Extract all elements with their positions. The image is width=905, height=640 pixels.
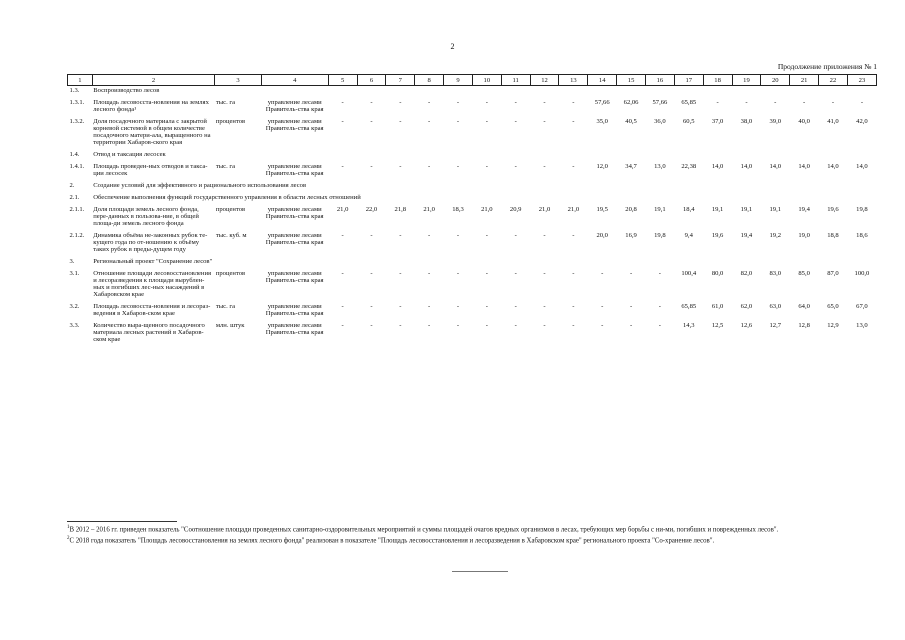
section-title: Создание условий для эффективного и рационального использования лесов bbox=[93, 182, 307, 189]
indicator-value: - bbox=[485, 232, 488, 239]
indicator-number: 2.1.2. bbox=[69, 232, 85, 239]
footnote-text: В 2012 – 2016 гг. приведен показатель "Соотношение площади проведенных санитарно-оздоровительных мероприятий и суммы площадей очагов вредных организмов в лесах, требующих мер борьбы с ни-ми, погибших и поврежденных лесов". bbox=[69, 526, 779, 534]
indicator-value: 14,0 bbox=[798, 163, 810, 170]
indicators-table bbox=[67, 74, 877, 347]
indicator-row bbox=[68, 302, 877, 321]
indicator-value: - bbox=[399, 303, 402, 310]
indicator-row bbox=[68, 98, 877, 117]
indicator-value: - bbox=[428, 99, 431, 106]
section-number: 1.3. bbox=[69, 87, 80, 94]
indicator-value: - bbox=[399, 99, 402, 106]
indicator-value: 19,4 bbox=[740, 232, 753, 239]
indicator-value: - bbox=[370, 322, 373, 329]
indicator-value: - bbox=[514, 270, 517, 277]
indicator-value: 14,0 bbox=[769, 163, 782, 170]
indicator-unit: тыс. га bbox=[215, 99, 236, 106]
indicator-row bbox=[68, 321, 877, 347]
indicator-value: - bbox=[428, 270, 431, 277]
responsible-executor: управление лесами Правитель-ства края bbox=[265, 322, 324, 336]
indicator-value: 12,0 bbox=[596, 163, 608, 170]
column-number-header: 2 bbox=[92, 75, 215, 86]
indicator-value: - bbox=[456, 163, 460, 170]
indicator-unit: тыс. га bbox=[215, 163, 236, 170]
page-end-rule bbox=[452, 571, 508, 572]
column-number-header: 7 bbox=[386, 75, 415, 86]
indicator-value: - bbox=[514, 163, 517, 170]
indicator-value: 64,0 bbox=[798, 303, 810, 310]
indicator-number: 3.1. bbox=[69, 270, 80, 277]
section-row bbox=[68, 150, 877, 162]
indicator-value: 82,0 bbox=[740, 270, 753, 277]
indicator-value: 85,0 bbox=[798, 270, 810, 277]
indicator-value: 22,38 bbox=[681, 163, 697, 170]
indicator-value: - bbox=[370, 163, 373, 170]
section-number: 2.1. bbox=[69, 194, 80, 201]
column-number-header: 3 bbox=[215, 75, 261, 86]
indicator-value: - bbox=[572, 232, 575, 239]
indicator-value: 41,0 bbox=[827, 118, 839, 125]
footnotes bbox=[67, 524, 877, 546]
indicator-value: - bbox=[485, 118, 488, 125]
continuation-label: Продолжение приложения № 1 bbox=[777, 62, 877, 71]
indicator-value: - bbox=[370, 303, 373, 310]
indicator-value: - bbox=[543, 322, 546, 329]
indicator-value: 57,66 bbox=[652, 99, 668, 106]
indicator-value: - bbox=[399, 163, 402, 170]
indicator-value: - bbox=[370, 232, 373, 239]
indicator-value: - bbox=[485, 322, 488, 329]
indicator-name: Площадь лесовосста-новления на землях лесного фонда¹ bbox=[93, 99, 209, 113]
indicator-value: - bbox=[601, 322, 604, 329]
page-number: 2 bbox=[450, 42, 455, 51]
indicator-number: 1.3.1. bbox=[69, 99, 85, 106]
column-number-header: 14 bbox=[588, 75, 617, 86]
indicator-value: 21,0 bbox=[423, 206, 435, 213]
indicator-value: 19,1 bbox=[711, 206, 724, 213]
footnote-text: С 2018 года показатель "Площадь лесовосстановления на землях лесного фонда" реализован в показателе "Площадь лесовосстановления и лесоразведения в Хабаровском крае" регионального проекта "Со-хранение лесов". bbox=[69, 537, 715, 545]
indicator-value: 19,0 bbox=[798, 232, 810, 239]
indicator-value: - bbox=[428, 232, 431, 239]
column-number-header: 12 bbox=[530, 75, 559, 86]
indicator-value: 12,6 bbox=[740, 322, 753, 329]
section-row bbox=[68, 193, 877, 205]
section-title: Обеспечение выполнения функций государственного управления в области лесных отношений bbox=[93, 194, 361, 201]
indicator-value: 20,9 bbox=[509, 206, 522, 213]
column-number-header: 21 bbox=[790, 75, 819, 86]
column-number-header: 17 bbox=[674, 75, 703, 86]
indicator-value: 18,3 bbox=[452, 206, 464, 213]
section-title: Отвод и таксация лесосек bbox=[93, 151, 166, 158]
responsible-executor: управление лесами Правитель-ства края bbox=[265, 232, 324, 246]
indicator-value: 61,0 bbox=[711, 303, 724, 310]
column-number-header: 8 bbox=[415, 75, 444, 86]
indicator-value: - bbox=[456, 232, 460, 239]
footnote-mark: 1 bbox=[67, 525, 70, 530]
indicator-value: - bbox=[428, 303, 431, 310]
indicator-value: - bbox=[428, 163, 431, 170]
indicator-value: 35,0 bbox=[596, 118, 608, 125]
indicator-value: - bbox=[601, 303, 604, 310]
column-number-header: 18 bbox=[703, 75, 732, 86]
responsible-executor: управление лесами Правитель-ства края bbox=[265, 303, 324, 317]
column-number-header: 6 bbox=[357, 75, 386, 86]
section-number: 1.4. bbox=[69, 151, 80, 158]
indicator-value: - bbox=[456, 303, 460, 310]
indicator-value: 14,0 bbox=[856, 163, 868, 170]
indicator-name: Отношение площади лесовосстановления и лесоразведения к площади вырублен-ных и погибших лес-ных насаждений в Хабаровском крае bbox=[93, 270, 212, 298]
indicator-value: - bbox=[341, 118, 344, 125]
indicator-value: 19,4 bbox=[798, 206, 810, 213]
indicator-value: - bbox=[860, 99, 864, 106]
indicator-unit: тыс. га bbox=[215, 303, 236, 310]
footnote bbox=[67, 535, 877, 545]
indicator-value: - bbox=[514, 322, 517, 329]
indicator-unit: процентов bbox=[215, 118, 246, 125]
indicator-value: 14,0 bbox=[827, 163, 839, 170]
indicator-value: 83,0 bbox=[769, 270, 782, 277]
table-body bbox=[68, 75, 877, 348]
indicator-name: Доля площади земель лесного фонда, пере-данных в пользова-ние, в общей площа-ди земель лесного фонда bbox=[93, 206, 199, 227]
indicator-value: 40,0 bbox=[798, 118, 810, 125]
indicator-value: 67,0 bbox=[856, 303, 868, 310]
column-number-header: 19 bbox=[732, 75, 761, 86]
indicator-value: 100,4 bbox=[681, 270, 697, 277]
indicator-value: - bbox=[572, 270, 575, 277]
indicator-value: - bbox=[370, 270, 373, 277]
indicator-value: 21,8 bbox=[394, 206, 407, 213]
indicator-value: 40,5 bbox=[625, 118, 637, 125]
indicator-value: 36,0 bbox=[654, 118, 666, 125]
indicator-value: - bbox=[514, 99, 517, 106]
indicator-value: - bbox=[572, 99, 575, 106]
responsible-executor: управление лесами Правитель-ства края bbox=[265, 270, 324, 284]
indicator-value: - bbox=[658, 270, 661, 277]
section-row bbox=[68, 86, 877, 99]
indicator-value: 87,0 bbox=[827, 270, 839, 277]
indicator-value: 22,0 bbox=[365, 206, 378, 213]
section-number: 2. bbox=[69, 182, 75, 189]
indicator-value: - bbox=[658, 322, 661, 329]
indicator-value: - bbox=[370, 118, 373, 125]
column-number-header: 1 bbox=[68, 75, 93, 86]
indicator-value: 19,1 bbox=[740, 206, 753, 213]
indicator-value: 65,0 bbox=[827, 303, 839, 310]
indicator-value: 13,0 bbox=[654, 163, 666, 170]
column-number-header: 20 bbox=[761, 75, 790, 86]
column-number-header: 23 bbox=[847, 75, 876, 86]
indicator-value: 19,8 bbox=[654, 232, 666, 239]
indicator-value: - bbox=[399, 270, 402, 277]
indicator-number: 1.3.2. bbox=[69, 118, 85, 125]
column-number-header: 11 bbox=[501, 75, 530, 86]
indicator-unit: процентов bbox=[215, 206, 246, 213]
indicator-value: 13,0 bbox=[856, 322, 868, 329]
indicator-unit: млн. штук bbox=[215, 322, 245, 329]
indicator-value: - bbox=[629, 322, 633, 329]
indicator-value: 19,6 bbox=[711, 232, 724, 239]
indicator-value: 18,8 bbox=[827, 232, 839, 239]
indicator-row bbox=[68, 231, 877, 257]
column-number-header: 16 bbox=[645, 75, 674, 86]
indicator-value: - bbox=[745, 99, 748, 106]
responsible-executor: управление лесами Правитель-ства края bbox=[265, 99, 324, 113]
indicator-value: - bbox=[399, 322, 402, 329]
indicator-value: 19,8 bbox=[856, 206, 868, 213]
indicator-value: 19,1 bbox=[654, 206, 666, 213]
section-row bbox=[68, 257, 877, 269]
indicator-value: - bbox=[514, 303, 517, 310]
column-number-header: 15 bbox=[617, 75, 646, 86]
indicator-value: - bbox=[572, 163, 575, 170]
indicator-value: 20,0 bbox=[596, 232, 608, 239]
indicator-value: 62,06 bbox=[623, 99, 639, 106]
indicator-value: 18,4 bbox=[682, 206, 695, 213]
indicator-value: 21,0 bbox=[538, 206, 551, 213]
indicator-value: - bbox=[428, 118, 431, 125]
indicator-value: - bbox=[774, 99, 777, 106]
indicator-value: 42,0 bbox=[856, 118, 868, 125]
indicator-value: 80,0 bbox=[711, 270, 724, 277]
indicator-name: Динамика объёма не-законных рубок те-кущего года по от-ношению к объёму таких рубок в преды-дущем году bbox=[93, 232, 208, 253]
indicator-value: - bbox=[456, 322, 460, 329]
indicator-value: - bbox=[399, 232, 402, 239]
indicator-value: 19,6 bbox=[827, 206, 839, 213]
indicator-value: 18,6 bbox=[856, 232, 868, 239]
indicator-value: - bbox=[543, 163, 546, 170]
indicator-row bbox=[68, 205, 877, 231]
indicator-value: 16,9 bbox=[625, 232, 637, 239]
indicator-number: 3.2. bbox=[69, 303, 80, 310]
indicator-value: 12,8 bbox=[798, 322, 810, 329]
section-title: Региональный проект "Сохранение лесов" bbox=[93, 258, 213, 265]
column-number-header: 9 bbox=[444, 75, 473, 86]
indicator-value: 19,2 bbox=[769, 232, 782, 239]
indicator-value: - bbox=[716, 99, 719, 106]
indicator-value: 100,0 bbox=[854, 270, 870, 277]
section-row bbox=[68, 181, 877, 193]
indicator-value: 9,4 bbox=[684, 232, 693, 239]
indicator-value: 14,0 bbox=[711, 163, 724, 170]
indicator-value: 21,0 bbox=[481, 206, 493, 213]
indicator-value: 21,0 bbox=[336, 206, 349, 213]
column-number-header: 10 bbox=[472, 75, 501, 86]
indicator-value: 65,85 bbox=[681, 99, 697, 106]
indicator-value: - bbox=[456, 99, 460, 106]
indicator-value: 62,0 bbox=[740, 303, 753, 310]
section-number: 3. bbox=[69, 258, 75, 265]
indicator-value: - bbox=[514, 232, 517, 239]
column-number-header: 4 bbox=[261, 75, 328, 86]
indicator-value: 20,8 bbox=[625, 206, 637, 213]
indicator-value: - bbox=[456, 118, 460, 125]
indicator-value: - bbox=[543, 232, 546, 239]
indicator-number: 1.4.1. bbox=[69, 163, 85, 170]
indicator-value: - bbox=[341, 99, 344, 106]
indicator-value: 12,5 bbox=[711, 322, 724, 329]
indicator-value: - bbox=[341, 163, 344, 170]
indicator-name: Площадь проведен-ных отводов и такса-ции лесосек bbox=[93, 163, 208, 177]
indicator-value: - bbox=[831, 99, 835, 106]
indicator-row bbox=[68, 117, 877, 150]
indicator-value: - bbox=[428, 322, 431, 329]
indicator-value: - bbox=[456, 270, 460, 277]
indicator-value: - bbox=[543, 270, 546, 277]
column-number-header: 5 bbox=[328, 75, 357, 86]
indicator-unit: тыс. куб. м bbox=[215, 232, 247, 239]
footnote-mark: 2 bbox=[67, 535, 70, 541]
indicator-number: 2.1.1. bbox=[69, 206, 85, 213]
footnote bbox=[67, 524, 877, 534]
indicator-value: - bbox=[601, 270, 604, 277]
indicator-value: - bbox=[485, 163, 488, 170]
responsible-executor: управление лесами Правитель-ства края bbox=[265, 163, 324, 177]
indicator-row bbox=[68, 162, 877, 181]
indicator-value: 21,0 bbox=[567, 206, 580, 213]
indicator-value: - bbox=[572, 303, 575, 310]
indicator-value: - bbox=[485, 99, 488, 106]
indicator-number: 3.3. bbox=[69, 322, 80, 329]
indicator-value: - bbox=[629, 270, 633, 277]
indicator-value: 57,66 bbox=[594, 99, 610, 106]
indicator-name: Площадь лесовосста-новления и лесораз-ведения в Хабаров-ском крае bbox=[93, 303, 211, 317]
indicator-value: 65,85 bbox=[681, 303, 697, 310]
indicator-value: - bbox=[514, 118, 517, 125]
indicator-name: Доля посадочного материала с закрытой корневой системой в общем количестве посадочного матери-ала, выращенного на территории Хабаров-ского края bbox=[93, 118, 211, 146]
indicator-value: - bbox=[341, 270, 344, 277]
indicator-value: - bbox=[341, 303, 344, 310]
indicator-value: 60,5 bbox=[682, 118, 695, 125]
responsible-executor: управление лесами Правитель-ства края bbox=[265, 118, 324, 132]
indicator-value: - bbox=[572, 322, 575, 329]
indicator-value: 39,0 bbox=[769, 118, 782, 125]
indicator-value: - bbox=[341, 232, 344, 239]
indicator-value: 63,0 bbox=[769, 303, 782, 310]
indicator-unit: процентов bbox=[215, 270, 246, 277]
indicator-value: - bbox=[629, 303, 633, 310]
indicator-value: - bbox=[370, 99, 373, 106]
indicator-value: - bbox=[543, 118, 546, 125]
indicator-value: - bbox=[803, 99, 806, 106]
column-number-row bbox=[68, 75, 877, 86]
indicator-value: - bbox=[485, 303, 488, 310]
indicator-value: 12,9 bbox=[827, 322, 839, 329]
indicator-value: 34,7 bbox=[625, 163, 637, 170]
indicator-name: Количество выра-щенного посадочного материала лесных растений в Хабаров-ском крае bbox=[93, 322, 205, 343]
footnote-divider bbox=[67, 521, 177, 522]
section-title: Воспроизводство лесов bbox=[93, 87, 160, 94]
indicator-value: - bbox=[341, 322, 344, 329]
column-number-header: 13 bbox=[559, 75, 588, 86]
responsible-executor: управление лесами Правитель-ства края bbox=[265, 206, 324, 220]
indicator-value: - bbox=[399, 118, 402, 125]
indicator-value: - bbox=[572, 118, 575, 125]
indicator-value: 19,5 bbox=[596, 206, 608, 213]
indicator-value: 12,7 bbox=[769, 322, 782, 329]
indicator-value: - bbox=[485, 270, 488, 277]
indicator-value: - bbox=[543, 99, 546, 106]
indicator-value: - bbox=[543, 303, 546, 310]
indicator-value: 38,0 bbox=[740, 118, 753, 125]
column-number-header: 22 bbox=[819, 75, 848, 86]
indicator-value: - bbox=[658, 303, 661, 310]
indicator-value: 14,0 bbox=[740, 163, 753, 170]
indicator-value: 37,0 bbox=[711, 118, 724, 125]
indicator-value: 19,1 bbox=[769, 206, 782, 213]
indicator-row bbox=[68, 269, 877, 302]
indicator-value: 14,3 bbox=[682, 322, 695, 329]
